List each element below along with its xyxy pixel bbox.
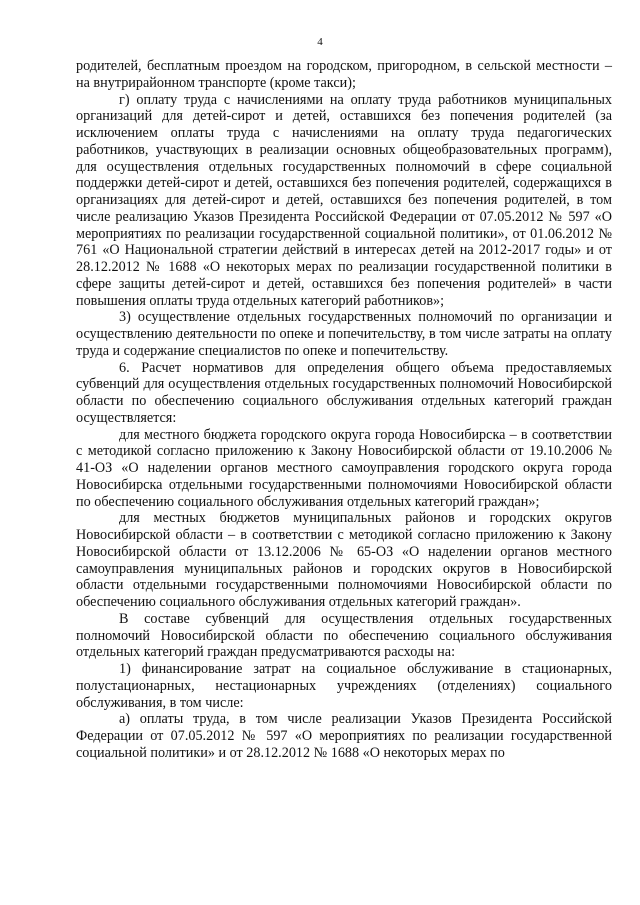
paragraph-subvention-composition: В составе субвенций для осуществления отдельных государственных полномочий Новосибирской области по обеспечению социального обслуживания отдельных категорий граждан предусматриваются расходы на: [76,610,612,661]
paragraph-item-a: а) оплаты труда, в том числе реализации Указов Президента Российской Федерации от 07.05.2012 № 597 «О мероприятиях по реализации государственной социальной политики» и от 28.12.2012 № 1688 «О некоторых мерах по [76,711,612,761]
paragraph-item-g: г) оплату труда с начислениями на оплату труда работников муниципальных организаций для детей-сирот и детей, оставшихся без попечения родителей (за исключением оплаты труда с начислениями на оплату труда педагогических работников, участвующих в реализации основных общеобразовательных программ), для осуществления отдельных государственных полномочий в сфере социальной поддержки детей-сирот и детей, оставшихся без попечения родителей, содержащихся в организациях для детей-сирот и детей, оставшихся без попечения родителей, в том числе реализацию Указов Президента Российской Федерации от 07.05.2012 № 597 «О мероприятиях по реализации государственной социальной политики», от 01.06.2012 № 761 «О Национальной стратегии действий в интересах детей на 2012-2017 годы» и от 28.12.2012 № 1688 «О некоторых мерах по реализации государственной политики в сфере защиты детей-сирот и детей, оставшихся без попечения родителей» в части повышения оплаты труда отдельных категорий работников»; [76,91,612,309]
document-body [76,58,612,762]
page-number: 4 [317,36,323,48]
paragraph-continuation: родителей, бесплатным проездом на городском, пригородном, в сельской местности – на внутрирайонном транспорте (кроме такси); [76,58,612,91]
paragraph-item-3: 3) осуществление отдельных государственных полномочий по организации и осуществлению деятельности по опеке и попечительству, в том числе затраты на оплату труда и содержание специалистов по опеке и попечительству. [76,309,612,359]
paragraph-novosibirsk-city: для местного бюджета городского округа города Новосибирска – в соответствии с методикой согласно приложению к Закону Новосибирской области от 19.10.2006 № 41-ОЗ «О наделении органов местного самоуправления городского округа города Новосибирска отдельными государственными полномочиями Новосибирской области по обеспечению социального обслуживания отдельных категорий граждан»; [76,426,612,510]
paragraph-item-1: 1) финансирование затрат на социальное обслуживание в стационарных, полустационарных, нестационарных учреждениях (отделениях) социального обслуживания, в том числе: [76,661,612,711]
paragraph-municipal-districts: для местных бюджетов муниципальных районов и городских округов Новосибирской области – в соответствии с методикой согласно приложению к Закону Новосибирской области от 13.12.2006 № 65-ОЗ «О наделении органов местного самоуправления муниципальных районов и городских округов в Новосибирской области отдельными государственными полномочиями Новосибирской области по обеспечению социального обслуживания отдельных категорий граждан». [76,510,612,610]
paragraph-section-6: 6. Расчет нормативов для определения общего объема предоставляемых субвенций для осуществления отдельных государственных полномочий Новосибирской области по обеспечению социального обслуживания отдельных категорий граждан осуществляется: [76,359,612,426]
